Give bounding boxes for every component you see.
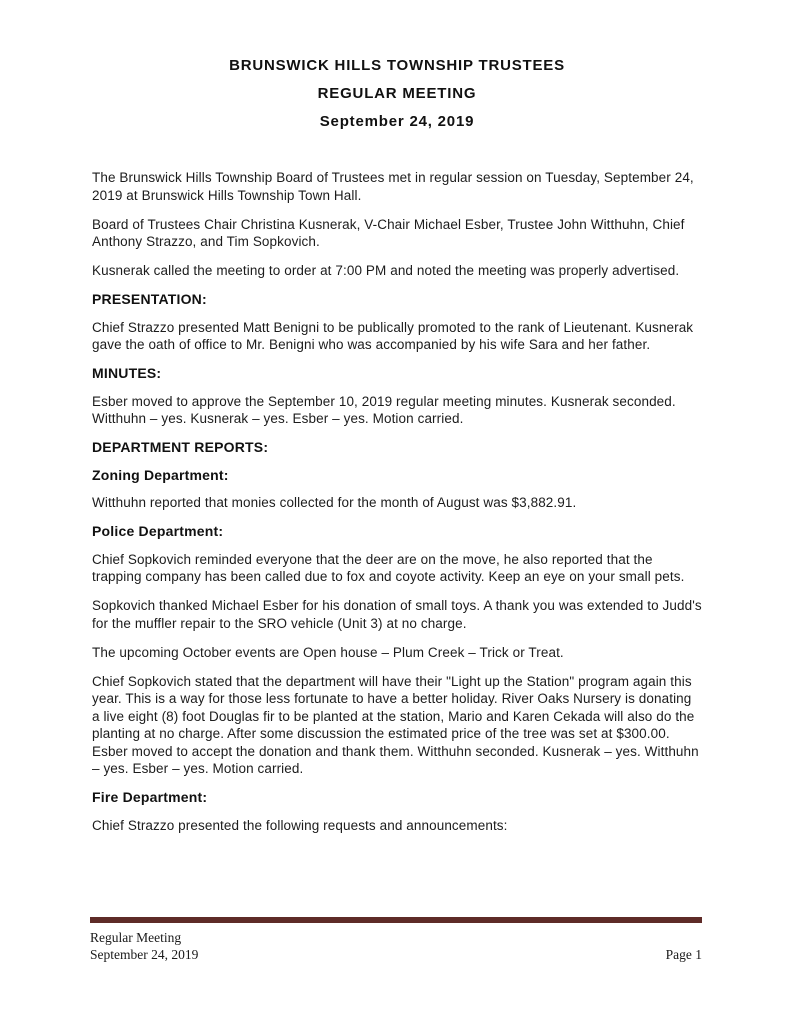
footer-meeting-info — [90, 929, 198, 963]
paragraph-call-to-order: Kusnerak called the meeting to order at 7:00 PM and noted the meeting was properly advertised. — [92, 263, 680, 278]
document-title: BRUNSWICK HILLS TOWNSHIP TRUSTEES — [229, 57, 565, 74]
heading-minutes: MINUTES: — [92, 365, 162, 381]
document-title-block — [92, 58, 702, 129]
heading-police-department: Police Department: — [92, 523, 224, 539]
paragraph-police-thanks: Sopkovich thanked Michael Esber for his donation of small toys. A thank you was extended to Judd's for the muffler repair to the SRO vehicle (Unit 3) at no charge. — [92, 598, 702, 631]
heading-fire-department: Fire Department: — [92, 789, 208, 805]
paragraph-october-events: The upcoming October events are Open house – Plum Creek – Trick or Treat. — [92, 644, 564, 660]
footer-divider-rule — [90, 917, 702, 923]
paragraph-zoning-report: Witthuhn reported that monies collected for the month of August was $3,882.91. — [92, 495, 577, 510]
heading-zoning-department: Zoning Department: — [92, 466, 229, 483]
paragraph-fire-intro: Chief Strazzo presented the following requests and announcements: — [92, 817, 508, 833]
paragraph-presentation: Chief Strazzo presented Matt Benigni to be publically promoted to the rank of Lieutenant. Kusnerak gave the oath of office to Mr. Benigni who was accompanied by his wife Sara and her father. — [92, 319, 694, 352]
paragraph-minutes-approval: Esber moved to approve the September 10, 2019 regular meeting minutes. Kusnerak seconded. Witthuhn – yes. Kusnerak – yes. Esber – yes. Motion carried. — [92, 393, 676, 426]
paragraph-police-wildlife: Chief Sopkovich reminded everyone that the deer are on the move, he also reported that the trapping company has been called due to fox and coyote activity. Keep an eye on your small pets. — [92, 551, 685, 584]
heading-department-reports: DEPARTMENT REPORTS: — [92, 439, 269, 455]
footer-meeting-date: September 24, 2019 — [90, 947, 199, 962]
heading-presentation: PRESENTATION: — [92, 291, 207, 307]
paragraph-light-up-station: Chief Sopkovich stated that the department will have their "Light up the Station" program again this year. This is a way for those less fortunate to have a better holiday. River Oaks Nursery is donating a live eight (8) foot Douglas fir to be planted at the station, Mario and Karen Cekada will also do the planting at no charge. After some discussion the estimated price of the tree was set at $300.00. Esber moved to accept the donation and thank them. Witthuhn seconded. Kusnerak – yes. Witthuhn – yes. Esber – yes. Motion carried. — [92, 673, 699, 776]
footer-meeting-type: Regular Meeting — [90, 930, 182, 945]
paragraph-attendees: Board of Trustees Chair Christina Kusnerak, V-Chair Michael Esber, Trustee John Witthuhn, Chief Anthony Strazzo, and Tim Sopkovich. — [92, 216, 685, 249]
document-subtitle: REGULAR MEETING — [317, 85, 477, 102]
document-date: September 24, 2019 — [319, 113, 475, 130]
paragraph-intro: The Brunswick Hills Township Board of Trustees met in regular session on Tuesday, September 24, 2019 at Brunswick Hills Township Town Hall. — [92, 170, 694, 203]
page-footer — [90, 917, 702, 963]
footer-page-number: Page 1 — [665, 947, 702, 962]
document-content — [92, 58, 702, 846]
